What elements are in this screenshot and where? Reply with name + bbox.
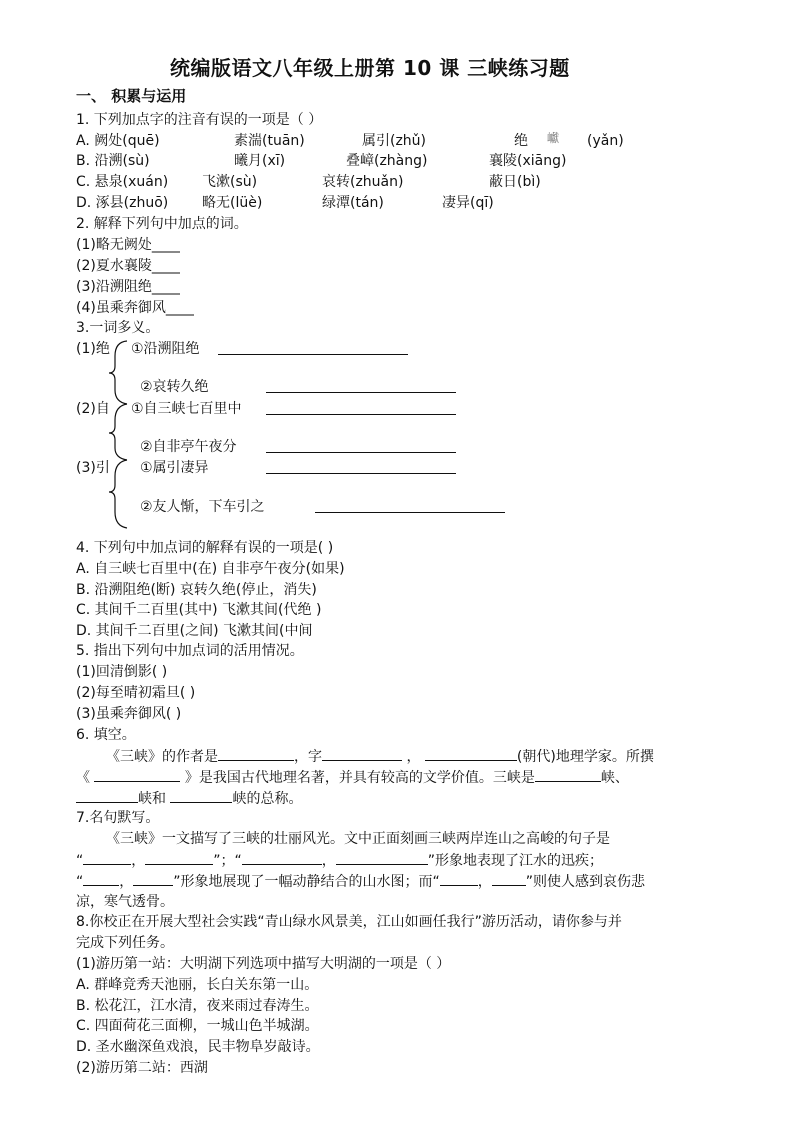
q2-item: (3)沿溯阻绝____ — [76, 279, 180, 295]
q4-stem: 4. 下列句中加点词的解释有误的一项是( ) — [76, 540, 334, 556]
q7-line: 凉，寒气透骨。 — [76, 894, 174, 910]
answer-line — [266, 414, 456, 415]
q8-subquestion: (1)游历第一站：大明湖下列选项中描写大明湖的一项是（ ） — [76, 956, 451, 972]
q3-stem: 3.一词多义。 — [76, 320, 160, 336]
q5-stem: 5. 指出下列句中加点词的活用情况。 — [76, 643, 304, 659]
q3-sentence: ②友人惭，下车引之 — [140, 499, 265, 515]
q2-item: (1)略无阙处____ — [76, 237, 180, 253]
q3-sentence: ②哀转久绝 — [140, 379, 209, 395]
q1-option-c: 哀转(zhuǎn) — [322, 174, 404, 190]
q1-option-c: 飞漱(sù) — [202, 174, 258, 190]
answer-line — [315, 512, 505, 513]
q1-option-d: 略无(lüè) — [202, 195, 263, 211]
q8-subquestion: (2)游历第二站：西湖 — [76, 1060, 208, 1076]
section-heading: 一、 积累与运用 — [76, 87, 187, 105]
q1-option-d: D. 涿县(zhuō) — [76, 195, 169, 211]
answer-line — [218, 354, 408, 355]
q1-option-c: 蔽日(bì) — [489, 174, 541, 190]
q4-option-a: A. 自三峡七百里中(在) 自非亭午夜分(如果) — [76, 561, 345, 577]
q8-option-c: C. 四面荷花三面柳，一城山色半城湖。 — [76, 1018, 319, 1034]
q3-word-2: (2)自 — [76, 401, 110, 417]
q1-option-a: 绝 — [514, 133, 528, 149]
q1-option-a: 素湍(tuān) — [234, 133, 305, 149]
q8-stem: 8.你校正在开展大型社会实践“青山绿水风景美，江山如画任我行”游历活动，请你参与并 — [76, 914, 622, 930]
q4-option-b: B. 沿溯阻绝(断) 哀转久绝(停止，消失) — [76, 582, 317, 598]
answer-line — [266, 473, 456, 474]
q1-option-a: 巘 — [547, 131, 560, 145]
q3-sentence: ②自非亭午夜分 — [140, 439, 237, 455]
q6-line: 《 》是我国古代地理名著，并具有较高的文学价值。三峡是 峡、 — [76, 767, 629, 788]
q8-option-b: B. 松花江，江水清，夜来雨过春涛生。 — [76, 998, 319, 1014]
q5-item: (2)每至晴初霜旦( ) — [76, 685, 196, 701]
q4-option-d: D. 其间千二百里(之间) 飞漱其间(中间 — [76, 623, 313, 639]
q1-option-b: B. 沿溯(sù) — [76, 153, 150, 169]
q2-stem: 2. 解释下列句中加点的词。 — [76, 216, 248, 232]
q5-item: (3)虽乘奔御风( ) — [76, 706, 182, 722]
q8-option-d: D. 圣水幽深鱼戏浪，民丰物阜岁敲诗。 — [76, 1039, 320, 1055]
answer-line — [266, 392, 456, 393]
q4-option-c: C. 其间千二百里(其中) 飞漱其间(代绝 ) — [76, 602, 322, 618]
q7-line: “ ， ”；“ ， ”形象地表现了江水的迅疾； — [76, 850, 603, 871]
q3-sentence: ①自三峡七百里中 — [131, 401, 242, 417]
answer-line — [266, 452, 456, 453]
q1-option-a: A. 阙处(quē) — [76, 133, 160, 149]
q7-stem: 7.名句默写。 — [76, 810, 160, 826]
q7-line: 《三峡》一文描写了三峡的壮丽风光。文中正面刻画三峡两岸连山之高峻的句子是 — [106, 831, 610, 847]
q6-stem: 6. 填空。 — [76, 727, 136, 743]
page-title: 统编版语文八年级上册第 10 课 三峡练习题 — [170, 56, 570, 80]
q1-stem: 1. 下列加点字的注音有误的一项是（ ） — [76, 112, 323, 128]
q2-item: (2)夏水襄陵____ — [76, 258, 180, 274]
q2-item: (4)虽乘奔御风____ — [76, 300, 194, 316]
q3-word-1: (1)绝 — [76, 341, 110, 357]
q1-option-d: 绿潭(tán) — [322, 195, 384, 211]
q1-option-c: C. 悬泉(xuán) — [76, 174, 169, 190]
q6-line: 《三峡》的作者是 ，字 ， (朝代)地理学家。所撰 — [106, 746, 654, 767]
q3-word-3: (3)引 — [76, 460, 110, 476]
q1-option-a: (yǎn) — [587, 133, 624, 149]
q1-option-b: 曦月(xī) — [234, 153, 286, 169]
q1-option-b: 襄陵(xiāng) — [489, 153, 567, 169]
q1-option-d: 凄异(qī) — [442, 195, 494, 211]
q1-option-b: 叠嶂(zhàng) — [346, 153, 428, 169]
q3-sentence: ①沿溯阻绝 — [131, 341, 200, 357]
q8-stem: 完成下列任务。 — [76, 935, 174, 951]
q6-line: 峡和 峡的总称。 — [76, 788, 302, 809]
q5-item: (1)回清倒影( ) — [76, 664, 168, 680]
q1-option-a: 属引(zhǔ) — [362, 133, 427, 149]
q3-sentence: ①属引凄异 — [140, 460, 209, 476]
q7-line: “ ， ”形象地展现了一幅动静结合的山水图；而“ ， ”则使人感到哀伤悲 — [76, 871, 645, 892]
q8-option-a: A. 群峰竞秀天池丽，长白关东第一山。 — [76, 977, 319, 993]
